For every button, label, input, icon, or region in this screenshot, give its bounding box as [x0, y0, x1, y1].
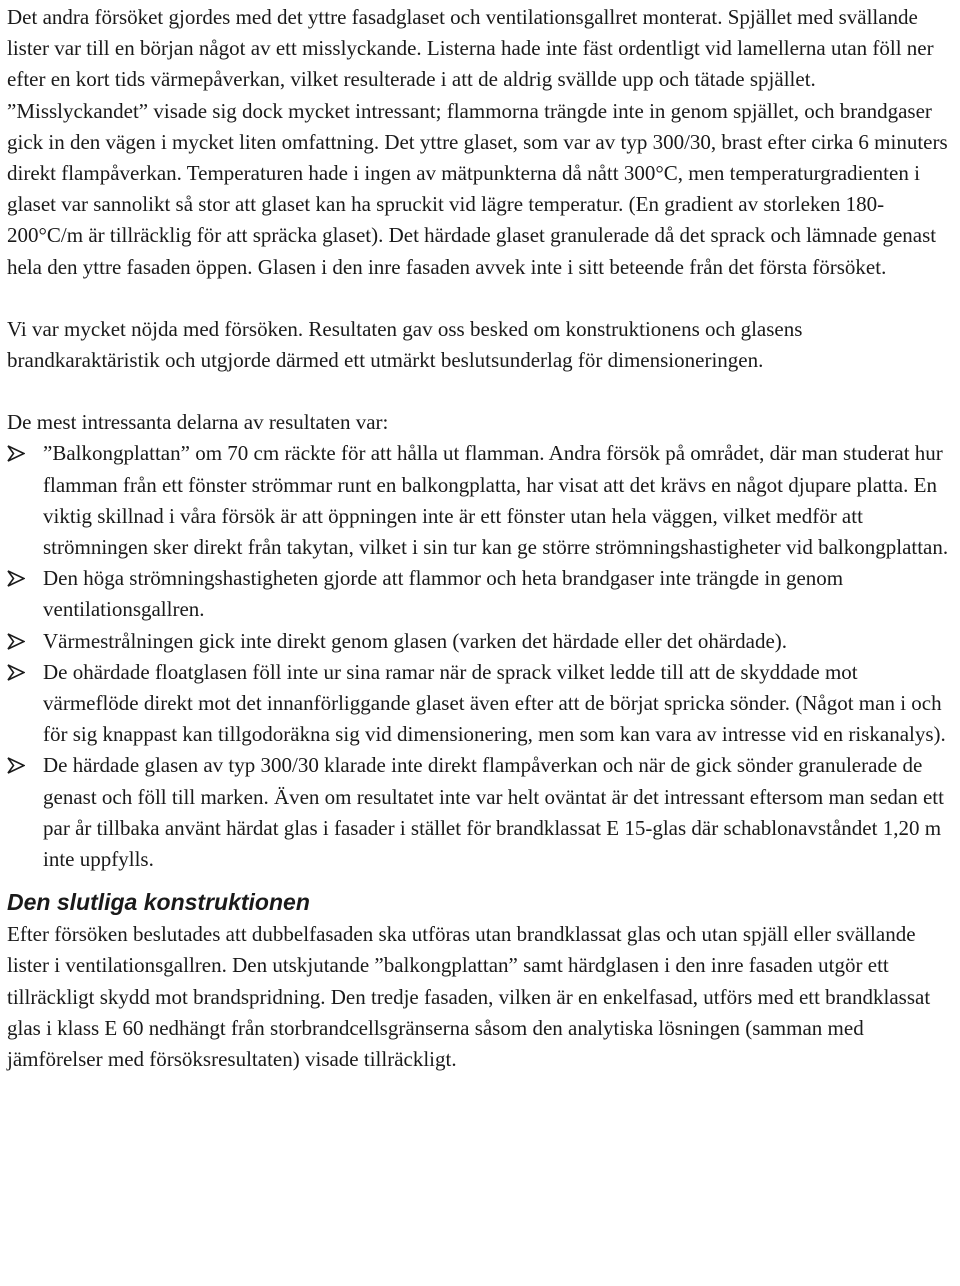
list-item [7, 657, 955, 751]
arrowhead-bullet-icon [7, 626, 29, 657]
paragraph-spacer [7, 376, 955, 407]
paragraph-satisfaction: Vi var mycket nöjda med försöken. Resultaten gav oss besked om konstruktionens och glasens brandkaraktäristik och utgjorde därmed ett utmärkt beslutsunderlag för dimensioneringen. [7, 316, 803, 373]
list-item-text: De härdade glasen av typ 300/30 klarade inte direkt flampåverkan och när de gick sönder granulerade de genast och föll till marken. Även om resultatet inte var helt oväntat är det intressant eftersom man sedan ett par år tillbaka använt härdat glas i fasader i stället för brandklassat E 15-glas där schablonavståndet 1,20 m inte uppfylls. [43, 753, 944, 872]
list-item-text: De ohärdade floatglasen föll inte ur sina ramar när de sprack vilket ledde till att de skyddade mot värmeflöde direkt mot det innanförliggande glaset även efter att de börjat spricka sönder. (Något man i och för sig knappast kan tillgodoräkna sig vid dimensionering, men som kan vara av intresse vid en riskanalys). [43, 659, 946, 747]
results-bullet-list [7, 438, 955, 875]
paragraph-final-construction: Efter försöken beslutades att dubbelfasaden ska utföras utan brandklassat glas och utan spjäll eller svällande lister i ventilationsgallren. Den utskjutande ”balkongplattan” samt härdglasen i den inre fasaden utgör ett tillräckligt skydd mot brandspridning. Den tredje fasaden, vilken är en enkelfasad, utförs med ett brandklassat glas i klass E 60 nedhängt från storbrandcellsgränserna såsom den analytiska lösningen (samman med jämförelser med försöksresultaten) visade tillräckligt. [7, 922, 931, 1072]
list-item [7, 626, 955, 657]
arrowhead-bullet-icon [7, 438, 29, 469]
list-item [7, 750, 955, 875]
section-spacer [7, 875, 955, 885]
list-item-text: ”Balkongplattan” om 70 cm räckte för att hålla ut flamman. Andra försök på området, där man studerat hur flamman från ett fönster strömmar runt en balkongplatta, har visat att det krävs en något djupare platta. En viktig skillnad i våra försök är att öppningen inte är ett fönster utan hela väggen, vilket medför att strömningen sker direkt från takytan, vilket i sin tur kan ge större strömningshastigheter vid balkongplattan. [43, 441, 949, 560]
section-heading: Den slutliga konstruktionen [7, 889, 310, 916]
paragraph-second-test: Det andra försöket gjordes med det yttre fasadglaset och ventilationsgallret monterat. Spjället med svällande lister var till en början något av ett misslyckande. Listerna hade inte fäst ordentligt vid lamellerna utan föll ner efter en kort tids värmepåverkan, vilket resulterade i att de aldrig svällde upp och tätade spjället. ”Misslyckandet” visade sig dock mycket intressant; flammorna trängde inte in genom spjället, och brandgaser gick in den vägen i mycket liten omfattning. Det yttre glaset, som var av typ 300/30, brast efter cirka 6 minuters direkt flampåverkan. Temperaturen hade i ingen av mätpunkterna då nått 300°C, men temperaturgradienten i glaset var sannolikt så stor att glaset kan ha spruckit vid lägre temperatur. (En gradient av storleken 180-200°C/m är tillräcklig för att spräcka glaset). Det härdade glaset granulerade då det sprack och lämnade genast hela den yttre fasaden öppen. Glasen i den inre fasaden avvek inte i sitt beteende från det första försöket. [7, 5, 948, 279]
paragraph-results-intro: De mest intressanta delarna av resultaten var: [7, 410, 389, 435]
list-item-text: Värmestrålningen gick inte direkt genom glasen (varken det härdade eller det ohärdade). [43, 628, 788, 653]
arrowhead-bullet-icon [7, 657, 29, 688]
paragraph-spacer [7, 283, 955, 314]
document-page [7, 2, 955, 1075]
arrowhead-bullet-icon [7, 750, 29, 781]
list-item [7, 438, 955, 563]
list-item [7, 563, 955, 625]
arrowhead-bullet-icon [7, 563, 29, 594]
list-item-text: Den höga strömningshastigheten gjorde att flammor och heta brandgaser inte trängde in genom ventilationsgallren. [43, 566, 844, 622]
